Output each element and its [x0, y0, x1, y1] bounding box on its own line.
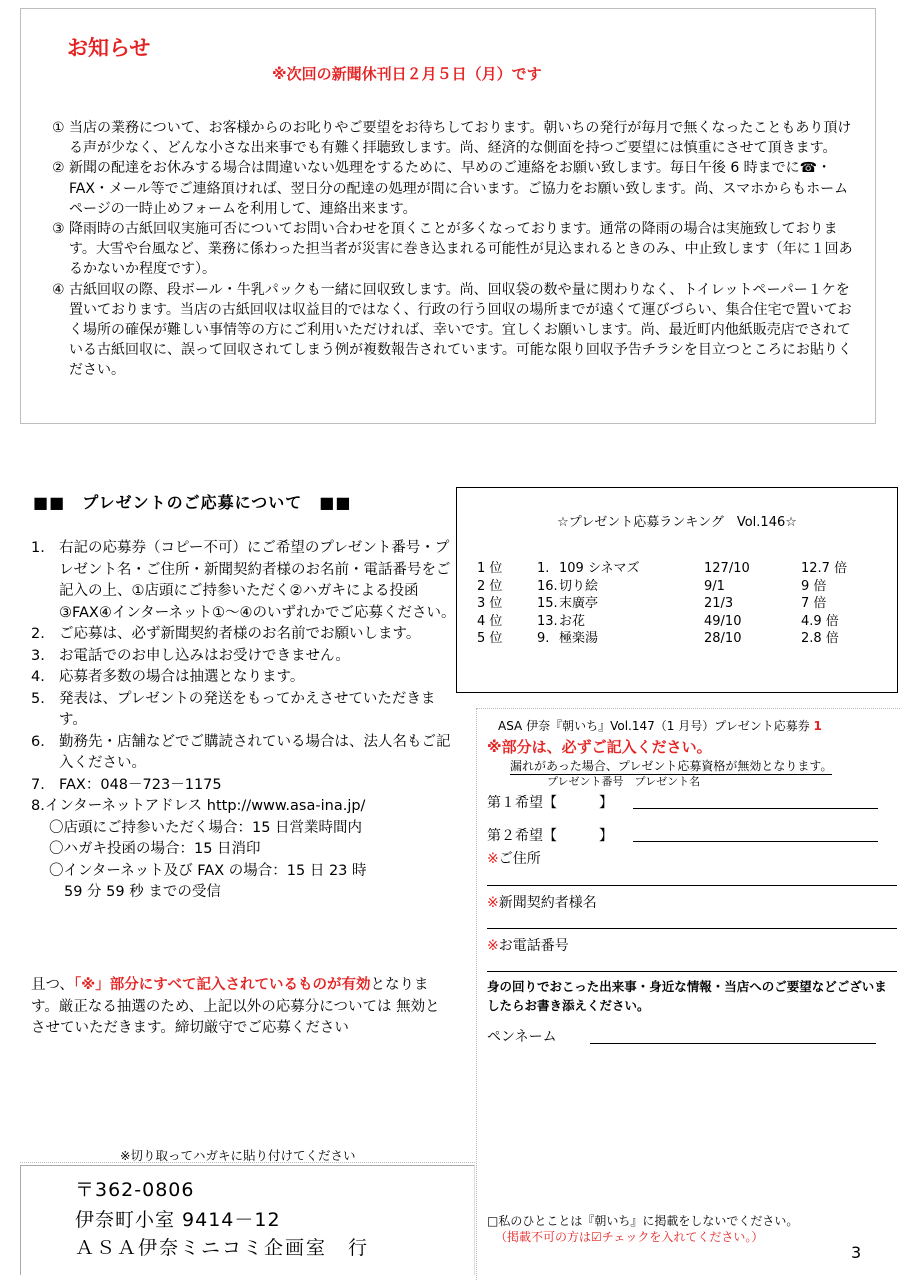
choice1-label: 第１希望【 】 — [487, 795, 613, 811]
rule-sub-item: 〇店頭にご持参いただく場合：15 日営業時間内 — [49, 819, 363, 836]
notice-title: お知らせ — [67, 36, 151, 60]
choice1-field[interactable] — [633, 808, 878, 809]
holiday-notice: ※次回の新聞休刊日２月５日（月）です — [272, 65, 542, 83]
coupon-title: ASA 伊奈『朝いち』Vol.147（1 月号）プレゼント応募券 1 — [498, 719, 822, 733]
rule-item: 3. お電話でのお申し込みはお受けできません。 — [31, 647, 350, 664]
invalid-note: 漏れがあった場合、プレゼント応募資格が無効となります。 — [510, 759, 833, 773]
rule-item: 6. 勤務先・店舗などでご購読されている場合は、法人名もご記入ください。 — [31, 733, 451, 771]
mail-address: 伊奈町小室 9414－12 — [75, 1209, 281, 1231]
rule-internet: 8.インターネットアドレス http://www.asa-ina.jp/ — [31, 798, 366, 814]
contract-name-field[interactable] — [487, 928, 897, 929]
cut-instruction: ※切り取ってハガキに貼り付けてください — [120, 1148, 356, 1163]
optout-checkbox-label[interactable]: □私のひとことは『朝いち』に掲載をしないでください。 — [487, 1214, 799, 1228]
present-rules — [31, 538, 459, 904]
phone-field[interactable] — [487, 971, 897, 972]
rule-item: 5. 発表は、プレゼントの発送をもってかえさせていただきます。 — [31, 690, 436, 728]
rule-item: 1. 右記の応募券（コピー不可）にご希望のプレゼント番号・プレゼント名・ご住所・新聞契約者様のお名前・電話番号をご記入の上、①店頭にご持参いただく②ハガキによる投函③FAX④インターネット①～④のいずれかでご応募ください。 — [31, 540, 456, 621]
ranking-table — [477, 560, 847, 648]
validity-note: 且つ、「※」部分にすべて記入されているものが有効となります。厳正なる抽選のため、上記以外の応募分については 無効とさせていただきます。締切厳守でご応募ください — [31, 977, 440, 1036]
address-label: ※ご住所 — [487, 851, 541, 867]
present-section-title: ■■ プレゼントのご応募について ■■ — [33, 493, 352, 512]
ranking-row: 1 位 1. 109 シネマズ 127/10 12.7 倍 — [477, 561, 848, 576]
contract-name-label: ※新聞契約者様名 — [487, 895, 597, 911]
ranking-row: 2 位 16. 切り絵 9/1 9 倍 — [477, 578, 827, 594]
rule-item: 2. ご応募は、必ず新聞契約者様のお名前でお願いします。 — [31, 626, 421, 642]
address-field[interactable] — [487, 885, 897, 886]
postal-code: 〒362-0806 — [75, 1179, 195, 1201]
rule-item: 4. 応募者多数の場合は抽選となります。 — [31, 669, 305, 685]
notice-item: ③ 降雨時の古紙回収実施可否についてお問い合わせを頂くことが多くなっております。通常の降雨の場合は実施致しております。大雪や台風など、業務に係わった担当者が災害に巻き込まれる可能性が見込まれるときのみ、中止致します（年に１回あるかないか程度です）。 — [52, 221, 853, 278]
cut-line-top — [476, 708, 900, 709]
notice-item: ④ 古紙回収の際、段ボール・牛乳パックも一緒に回収致します。尚、回収袋の数や量に関わりなく、トイレットペーパー１ケを置いております。当店の古紙回収は収益目的ではなく、行政の行う回収の場所までが遠くて運びづらい、集合住宅で置いておく場所の確保が難しい事情等の方にご利用いただければ、幸いです。宜しくお願いします。尚、最近町内他紙販売店でされている古紙回収に、誤って回収されてしまう例が複数報告されています。可能な限り回収予告チラシを目立つところにお貼りください。 — [52, 281, 852, 379]
rule-sub-item: 〇ハガキ投函の場合：15 日消印 — [49, 841, 261, 857]
ranking-title: ☆プレゼント応募ランキング Vol.146☆ — [557, 515, 797, 530]
required-note: ※部分は、必ずご記入ください。 — [487, 738, 712, 756]
choice-column-header: プレゼント番号 プレゼント名 — [547, 775, 701, 788]
ranking-row: 3 位 15. 末廣亭 21/3 7 倍 — [477, 596, 827, 611]
page-number: 3 — [851, 1243, 862, 1262]
notice-item: ① 当店の業務について、お客様からのお叱りやご要望をお待ちしております。朝いちの発行が毎月で無くなったこともあり頂ける声が少なく、どんな小さな出来事でも有難く拝聴致します。尚、経済的な側面を持つご要望には慎重にさせて頂きます。 — [52, 120, 852, 157]
pen-name-label: ペンネーム — [487, 1029, 557, 1045]
rule-sub-item: 〇インターネット及び FAX の場合：15 日 23 時 — [49, 862, 367, 879]
phone-label: ※お電話番号 — [487, 938, 569, 954]
ranking-row: 5 位 9. 極楽湯 28/10 2.8 倍 — [477, 631, 839, 646]
notice-item: ② 新聞の配達をお休みする場合は間違いない処理をするために、早めのご連絡をお願い致します。毎日午後 6 時までに☎・FAX・メール等でご連絡頂ければ、翌日分の配達の処理が間に合います。ご協力をお願い致します。尚、スマホからもホームページの一時止めフォームを利用して、連絡出来ます。 — [52, 160, 849, 217]
pen-name-field[interactable] — [590, 1043, 876, 1044]
choice2-field[interactable] — [633, 841, 878, 842]
notice-list — [52, 118, 857, 381]
cut-line-vertical — [476, 708, 477, 1280]
mail-recipient: ＡＳＡ伊奈ミニコミ企画室 行 — [75, 1237, 370, 1259]
optout-note: （掲載不可の方は☑チェックを入れてください。） — [495, 1230, 764, 1244]
validity-highlight: 「※」部分にすべて記入されているものが有効 — [73, 977, 371, 993]
ranking-row: 4 位 13. お花 49/10 4.9 倍 — [477, 613, 839, 629]
rule-item: 7. FAX：048－723－1175 — [31, 776, 222, 793]
rule-sub-item-cont: 59 分 59 秒 までの受信 — [64, 884, 221, 900]
choice2-label: 第２希望【 】 — [487, 828, 613, 844]
comment-prompt: 身の回りでおこった出来事・身近な情報・当店へのご要望などございましたらお書き添えください。 — [487, 979, 887, 1013]
